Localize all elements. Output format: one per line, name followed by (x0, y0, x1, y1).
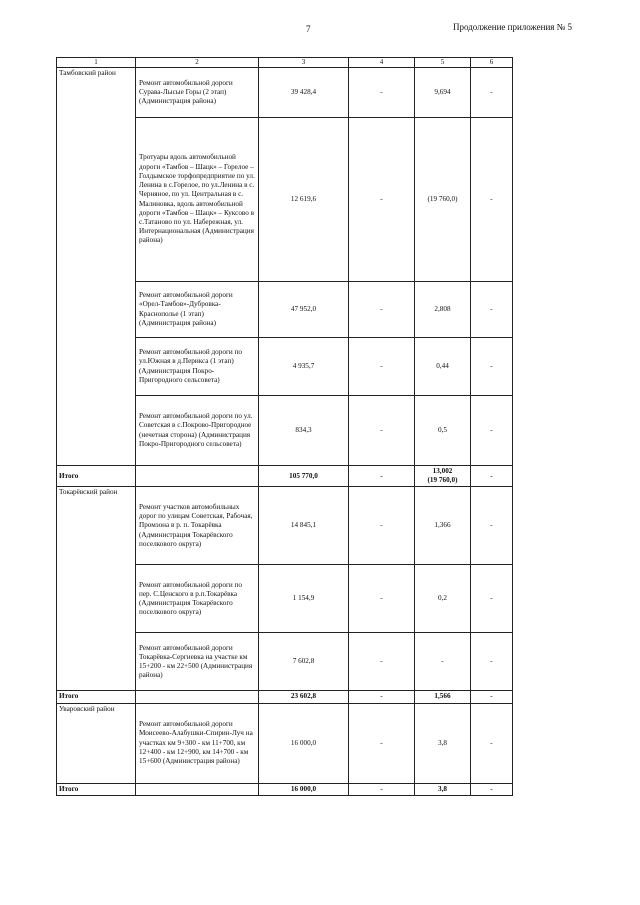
total-length (415, 466, 471, 487)
column-header: 2 (136, 58, 259, 68)
amount-cell: 39 428,4 (259, 68, 349, 118)
column-header-row (57, 58, 513, 68)
project-cell: Ремонт автомобильной дороги по пер. С.Ценского в р.п.Токарёвка (Администрация Токарёвского поселкового округа) (136, 565, 259, 633)
region-name: Тамбовский район (57, 68, 136, 466)
total-label: Итого (57, 466, 136, 487)
length-cell: 3,8 (415, 703, 471, 783)
road-repair-table (56, 57, 513, 796)
length-cell: (19 760,0) (415, 118, 471, 282)
total-length-value: 13,002 (432, 467, 453, 475)
col4-cell: - (349, 565, 415, 633)
col4-cell: - (349, 487, 415, 565)
col6-cell: - (471, 703, 513, 783)
total-length: 1,566 (415, 691, 471, 703)
total-amount: 105 770,0 (259, 466, 349, 487)
col4-cell: - (349, 68, 415, 118)
col6-cell: - (471, 487, 513, 565)
total-row (57, 691, 513, 703)
total-length-extra: (19 760,0) (427, 476, 458, 485)
table-row (57, 487, 513, 565)
amount-cell: 7 602,8 (259, 633, 349, 691)
amount-cell: 834,3 (259, 396, 349, 466)
empty-cell (136, 691, 259, 703)
total-col6: - (471, 691, 513, 703)
length-cell: 0,5 (415, 396, 471, 466)
total-col4: - (349, 783, 415, 795)
col6-cell: - (471, 68, 513, 118)
total-label: Итого (57, 783, 136, 795)
col6-cell: - (471, 633, 513, 691)
length-cell: 9,694 (415, 68, 471, 118)
column-header: 1 (57, 58, 136, 68)
col6-cell: - (471, 282, 513, 338)
col6-cell: - (471, 118, 513, 282)
col6-cell: - (471, 338, 513, 396)
region-name: Уваровский район (57, 703, 136, 783)
total-col6: - (471, 783, 513, 795)
col6-cell: - (471, 396, 513, 466)
table-row (57, 703, 513, 783)
annex-label: Продолжение приложения № 5 (452, 22, 572, 32)
project-cell: Ремонт автомобильной дороги по ул.Южная в д.Перикса (1 этап) (Администрация Покро-Пригородного сельсовета) (136, 338, 259, 396)
total-amount: 16 000,0 (259, 783, 349, 795)
col4-cell: - (349, 338, 415, 396)
amount-cell: 1 154,9 (259, 565, 349, 633)
amount-cell: 14 845,1 (259, 487, 349, 565)
col4-cell: - (349, 282, 415, 338)
column-header: 3 (259, 58, 349, 68)
length-cell: - (415, 633, 471, 691)
page-number: 7 (306, 24, 311, 34)
total-length: 3,8 (415, 783, 471, 795)
table-row (57, 68, 513, 118)
project-cell: Ремонт автомобильной дороги Сурава-Лысые Горы (2 этап) (Администрация района) (136, 68, 259, 118)
col4-cell: - (349, 396, 415, 466)
project-cell: Ремонт участков автомобильных дорог по улицам Советская, Рабочая, Промзона в р. п. Токарёвка (Администрация Токарёвского поселкового округа) (136, 487, 259, 565)
empty-cell (136, 466, 259, 487)
total-row (57, 466, 513, 487)
total-col6: - (471, 466, 513, 487)
length-cell: 2,808 (415, 282, 471, 338)
total-col4: - (349, 466, 415, 487)
project-cell: Тротуары вдоль автомобильной дороги «Тамбов – Шацк» – Горелое – Голдымское торфопредприятие по ул. Ленина в с.Горелое, по ул.Ленина в с. Черняное, по ул. Центральная в с. Малиновка, вдоль автомобильной дороги «Тамбов – Шацк» – Куксово в с.Татаново по ул. Набережная, ул. Интернациональная (Администрация района) (136, 118, 259, 282)
project-cell: Ремонт автомобильной дороги Моисеево-Алабушки-Спирин-Луч на участках км 9+300 - км 11+700, км 12+400 - км 12+900, км 14+700 - км 15+600 (Администрация района) (136, 703, 259, 783)
project-cell: Ремонт автомобильной дороги «Орел-Тамбов»-Дубровка-Краснополье (1 этап) (Администрация района) (136, 282, 259, 338)
project-cell: Ремонт автомобильной дороги по ул. Советская в с.Покрово-Пригородное (нечетная сторона) (Администрация Покро-Пригородного сельсовета) (136, 396, 259, 466)
length-cell: 1,366 (415, 487, 471, 565)
length-cell: 0,2 (415, 565, 471, 633)
col6-cell: - (471, 565, 513, 633)
amount-cell: 12 619,6 (259, 118, 349, 282)
col4-cell: - (349, 633, 415, 691)
amount-cell: 4 935,7 (259, 338, 349, 396)
amount-cell: 16 000,0 (259, 703, 349, 783)
region-name: Токарёвский район (57, 487, 136, 691)
length-cell: 0,44 (415, 338, 471, 396)
col4-cell: - (349, 703, 415, 783)
total-col4: - (349, 691, 415, 703)
column-header: 6 (471, 58, 513, 68)
total-label: Итого (57, 691, 136, 703)
empty-cell (136, 783, 259, 795)
total-amount: 23 602,8 (259, 691, 349, 703)
amount-cell: 47 952,0 (259, 282, 349, 338)
total-row (57, 783, 513, 795)
column-header: 5 (415, 58, 471, 68)
project-cell: Ремонт автомобильной дороги Токарёвка-Сергиевка на участке км 15+200 - км 22+500 (Администрация района) (136, 633, 259, 691)
column-header: 4 (349, 58, 415, 68)
col4-cell: - (349, 118, 415, 282)
